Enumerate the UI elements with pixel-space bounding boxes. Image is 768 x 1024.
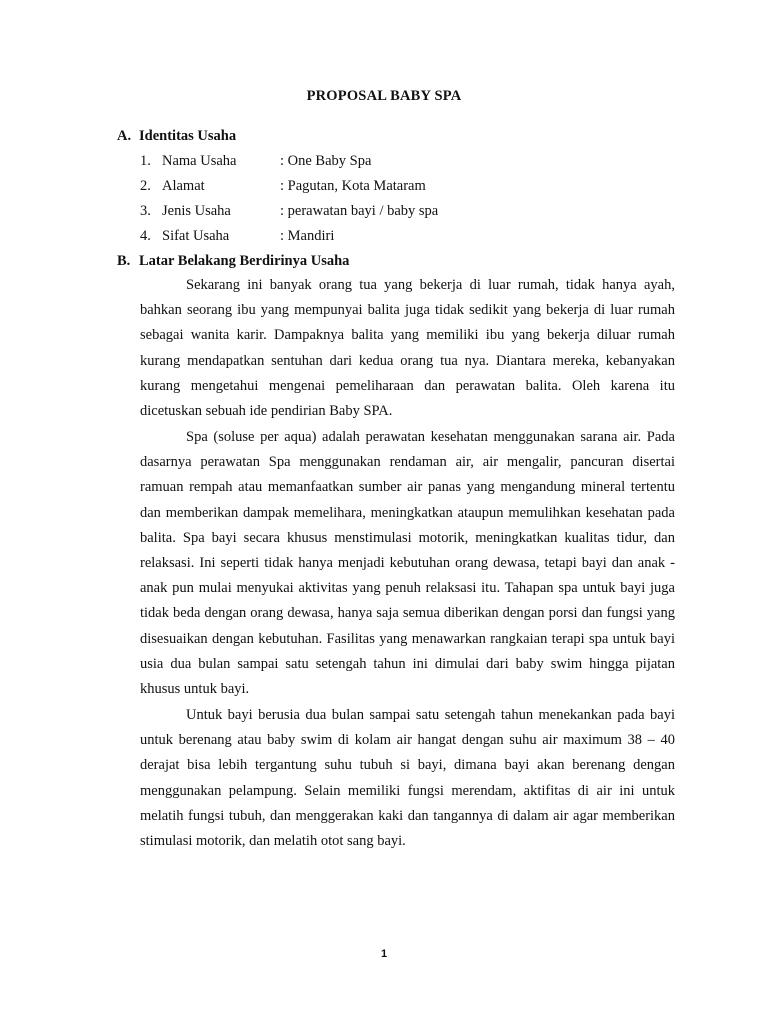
list-number: 2.	[140, 178, 151, 194]
identity-row-alamat	[140, 178, 426, 195]
section-a-letter: A.	[117, 128, 132, 144]
page-title: PROPOSAL BABY SPA	[306, 88, 462, 104]
list-number: 1.	[140, 153, 151, 169]
section-b-heading	[117, 253, 349, 270]
identity-label: Nama Usaha	[162, 153, 237, 169]
identity-label: Sifat Usaha	[162, 228, 230, 244]
list-number: 4.	[140, 228, 151, 244]
identity-value: : One Baby Spa	[280, 153, 372, 169]
section-a-title: Identitas Usaha	[139, 128, 237, 144]
identity-row-nama	[140, 153, 371, 170]
paragraph-2: Spa (soluse per aqua) adalah perawatan kesehatan menggunakan sarana air. Pada dasarnya perawatan Spa menggunakan rendaman air, air mengalir, pancuran disertai ramuan rempah atau memanfaatkan sumber air panas yang mengandung mineral tertentu dan memberikan dampak memelihara, meningkatkan ataupun memulihkan kesehatan pada balita. Spa bayi secara khusus menstimulasi motorik, meningkatkan kualitas tidur, dan relaksasi. Ini seperti tidak hanya menjadi kebutuhan orang dewasa, tetapi bayi dan anak - anak pun mulai menyukai aktivitas yang penuh relaksasi itu. Tahapan spa untuk bayi juga tidak beda dengan orang dewasa, hanya saja semua diberikan dengan porsi dan fungsi yang disesuaikan dengan kebutuhan. Fasilitas yang menawarkan rangkaian terapi spa untuk bayi usia dua bulan sampai satu setengah tahun ini dimulai dari baby swim hingga pijatan khusus untuk bayi.	[140, 429, 675, 698]
section-a-heading	[117, 128, 236, 145]
section-b-title: Latar Belakang Berdirinya Usaha	[139, 253, 350, 269]
paragraph-3: Untuk bayi berusia dua bulan sampai satu setengah tahun menekankan pada bayi untuk berenang atau baby swim di kolam air hangat dengan suhu air maximum 38 – 40 derajat bisa lebih tergantung suhu tubuh si bayi, dimana bayi akan berenang dengan menggunakan pelampung. Selain memiliki fungsi merendam, aktifitas di air ini untuk melatih fungsi tubuh, dan menggerakan kaki dan tangannya di dalam air agar memberikan stimulasi motorik, dan melatih otot sang bayi.	[140, 707, 675, 850]
identity-row-jenis	[140, 203, 438, 220]
identity-label: Alamat	[162, 178, 205, 194]
identity-row-sifat	[140, 228, 334, 245]
paragraph-1: Sekarang ini banyak orang tua yang bekerja di luar rumah, tidak hanya ayah, bahkan seorang ibu yang mempunyai balita juga tidak sedikit yang bekerja di luar rumah sebagai wanita karir. Dampaknya balita yang memiliki ibu yang bekerja diluar rumah kurang mendapatkan sentuhan dari kedua orang tua nya. Diantara mereka, kebanyakan kurang mengetahui mengenai pemeliharaan dan perawatan balita. Oleh karena itu dicetuskan sebuah ide pendirian Baby SPA.	[140, 277, 675, 420]
identity-value: : Mandiri	[280, 228, 335, 244]
section-b-letter: B.	[117, 253, 131, 269]
identity-value: : perawatan bayi / baby spa	[280, 203, 439, 219]
identity-label: Jenis Usaha	[162, 203, 231, 219]
identity-value: : Pagutan, Kota Mataram	[280, 178, 426, 194]
list-number: 3.	[140, 203, 151, 219]
page-number: 1	[380, 948, 388, 960]
